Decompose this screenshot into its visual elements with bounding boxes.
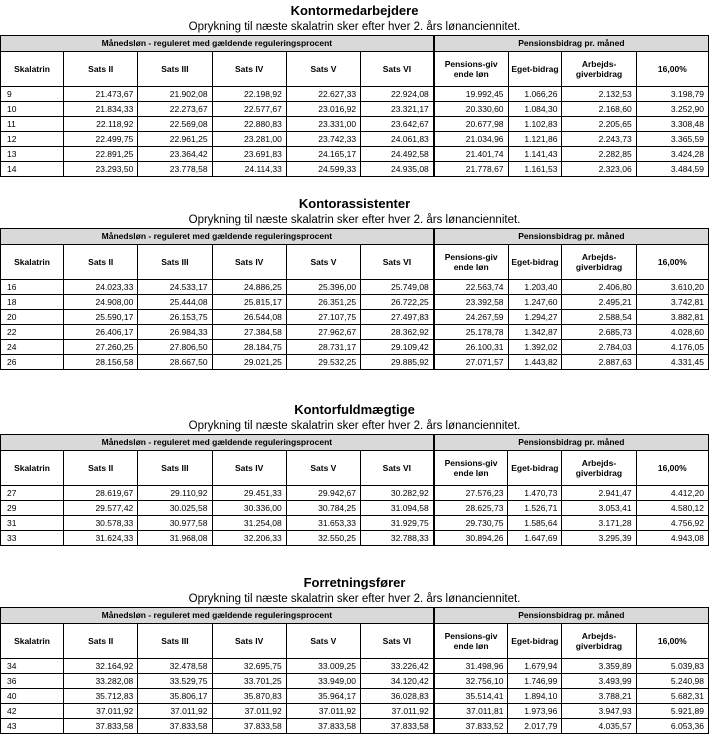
table-cell: 4.756,92 (636, 516, 708, 531)
table-cell: 26.406,17 (64, 325, 138, 340)
table-cell: 1.121,86 (508, 132, 562, 147)
table-cell: 30.894,26 (434, 531, 508, 546)
table-cell: 28.731,17 (286, 340, 360, 355)
table-cell: 9 (1, 87, 64, 102)
table-cell: 29.942,67 (286, 486, 360, 501)
table-cell: 23.392,58 (434, 295, 508, 310)
table-cell: 37.833,58 (286, 719, 360, 734)
table-row (1, 132, 709, 147)
column-header: Sats IV (212, 624, 286, 659)
table-cell: 27.107,75 (286, 310, 360, 325)
table-cell: 24.023,33 (64, 280, 138, 295)
table-cell: 27 (1, 486, 64, 501)
table-cell: 24.114,33 (212, 162, 286, 177)
table-cell: 27.806,50 (138, 340, 212, 355)
table-cell: 12 (1, 132, 64, 147)
table-cell: 23.331,00 (286, 117, 360, 132)
table-cell: 24.267,59 (434, 310, 508, 325)
table-cell: 32.206,33 (212, 531, 286, 546)
table-cell: 37.011,92 (138, 704, 212, 719)
table-cell: 25.815,17 (212, 295, 286, 310)
table-cell: 36 (1, 674, 64, 689)
section-title: Forretningsfører (303, 575, 406, 590)
table-cell: 21.902,08 (138, 87, 212, 102)
pension-group-header: Pensionsbidrag pr. måned (434, 435, 709, 451)
table-cell: 21.473,67 (64, 87, 138, 102)
table-cell: 3.493,99 (562, 674, 636, 689)
table-cell: 28.667,50 (138, 355, 212, 370)
table-cell: 20.330,60 (434, 102, 508, 117)
table-cell: 37.011,92 (360, 704, 433, 719)
table-cell: 1.392,02 (508, 340, 562, 355)
table-cell: 26.100,31 (434, 340, 508, 355)
table-cell: 35.870,83 (212, 689, 286, 704)
table-cell: 2.323,06 (562, 162, 636, 177)
column-header: Sats VI (361, 52, 434, 87)
table-row (1, 87, 709, 102)
table-cell: 2.784,03 (562, 340, 636, 355)
column-header: Sats V (286, 451, 360, 486)
table-cell: 34 (1, 659, 64, 674)
section-subtitle: Oprykning til næste skalatrin sker efter hver 2. års lønanciennitet. (1, 212, 709, 229)
table-cell: 28.625,73 (434, 501, 508, 516)
table-cell: 20.677,98 (434, 117, 508, 132)
table-row (1, 355, 709, 370)
column-header: Sats III (138, 52, 212, 87)
table-cell: 1.679,94 (508, 659, 562, 674)
section-title: Kontormedarbejdere (290, 3, 419, 18)
table-cell: 1.585,64 (508, 516, 562, 531)
table-cell: 4.035,57 (562, 719, 636, 734)
table-cell: 4.331,45 (636, 355, 708, 370)
table-cell: 2.685,73 (562, 325, 636, 340)
table-cell: 2.017,79 (508, 719, 562, 734)
column-header: Arbejds-giverbidrag (562, 245, 636, 280)
table-cell: 3.610,20 (636, 280, 708, 295)
column-header: Sats II (64, 624, 138, 659)
table-cell: 31.254,08 (212, 516, 286, 531)
table-cell: 23.778,58 (138, 162, 212, 177)
table-cell: 26.153,75 (138, 310, 212, 325)
table-cell: 1.894,10 (508, 689, 562, 704)
column-header: Sats III (138, 245, 212, 280)
pension-group-header: Pensionsbidrag pr. måned (434, 36, 709, 52)
table-cell: 1.342,87 (508, 325, 562, 340)
table-cell: 28.184,75 (212, 340, 286, 355)
table-cell: 2.243,73 (562, 132, 636, 147)
table-cell: 22.569,08 (138, 117, 212, 132)
table-cell: 4.943,08 (636, 531, 708, 546)
table-cell: 31.929,75 (360, 516, 433, 531)
table-cell: 29.021,25 (212, 355, 286, 370)
table-cell: 22.563,74 (434, 280, 508, 295)
table-cell: 29.885,92 (361, 355, 434, 370)
column-header: Eget-bidrag (508, 52, 562, 87)
table-cell: 35.964,17 (286, 689, 360, 704)
table-cell: 25.590,17 (64, 310, 138, 325)
column-header: Sats IV (212, 245, 286, 280)
column-header: 16,00% (636, 52, 708, 87)
salary-table (0, 401, 709, 546)
table-row (1, 501, 709, 516)
table-cell: 33 (1, 531, 64, 546)
column-header: Sats II (64, 451, 138, 486)
table-cell: 3.947,93 (562, 704, 636, 719)
table-cell: 4.412,20 (636, 486, 708, 501)
table-cell: 31 (1, 516, 64, 531)
column-header: Eget-bidrag (508, 245, 562, 280)
table-cell: 33.949,00 (286, 674, 360, 689)
table-cell: 1.746,99 (508, 674, 562, 689)
table-cell: 22.924,08 (361, 87, 434, 102)
table-row (1, 117, 709, 132)
table-cell: 30.578,33 (64, 516, 138, 531)
table-cell: 5.682,31 (636, 689, 708, 704)
table-cell: 27.497,83 (361, 310, 434, 325)
table-cell: 37.833,58 (64, 719, 138, 734)
table-cell: 22.499,75 (64, 132, 138, 147)
table-cell: 3.788,21 (562, 689, 636, 704)
table-cell: 22 (1, 325, 64, 340)
table-cell: 28.362,92 (361, 325, 434, 340)
table-cell: 37.833,58 (360, 719, 433, 734)
column-header: Sats II (64, 52, 138, 87)
table-cell: 5.921,89 (636, 704, 708, 719)
table-cell: 24 (1, 340, 64, 355)
table-cell: 2.132,53 (562, 87, 636, 102)
column-header: Sats V (286, 245, 360, 280)
table-cell: 2.205,65 (562, 117, 636, 132)
table-cell: 29.730,75 (434, 516, 508, 531)
table-cell: 29.451,33 (212, 486, 286, 501)
table-cell: 21.834,33 (64, 102, 138, 117)
table-cell: 2.588,54 (562, 310, 636, 325)
table-cell: 28.156,58 (64, 355, 138, 370)
table-cell: 37.011,92 (286, 704, 360, 719)
table-cell: 35.514,41 (434, 689, 508, 704)
table-cell: 2.887,63 (562, 355, 636, 370)
table-cell: 26.984,33 (138, 325, 212, 340)
table-cell: 43 (1, 719, 64, 734)
pension-group-header: Pensionsbidrag pr. måned (434, 608, 709, 624)
table-cell: 23.016,92 (286, 102, 360, 117)
table-cell: 42 (1, 704, 64, 719)
table-cell: 30.784,25 (286, 501, 360, 516)
salary-group-header: Månedsløn - reguleret med gældende reguleringsprocent (1, 435, 434, 451)
table-cell: 19.992,45 (434, 87, 508, 102)
table-cell: 1.102,83 (508, 117, 562, 132)
table-row (1, 689, 709, 704)
column-header: Sats IV (212, 451, 286, 486)
column-header: Skalatrin (1, 52, 64, 87)
table-cell: 30.336,00 (212, 501, 286, 516)
table-row (1, 719, 709, 734)
section-subtitle: Oprykning til næste skalatrin sker efter hver 2. års lønanciennitet. (1, 418, 709, 435)
table-cell: 22.891,25 (64, 147, 138, 162)
column-header: Sats VI (361, 245, 434, 280)
table-cell: 21.034,96 (434, 132, 508, 147)
table-cell: 1.084,30 (508, 102, 562, 117)
table-row (1, 147, 709, 162)
salary-section (0, 2, 709, 177)
table-cell: 2.406,80 (562, 280, 636, 295)
table-cell: 37.833,52 (434, 719, 508, 734)
table-cell: 30.282,92 (360, 486, 433, 501)
table-cell: 26.544,08 (212, 310, 286, 325)
table-row (1, 516, 709, 531)
column-header: Sats IV (212, 52, 286, 87)
column-header: Pensions-giv ende løn (434, 624, 508, 659)
table-cell: 1.161,53 (508, 162, 562, 177)
table-cell: 22.961,25 (138, 132, 212, 147)
table-cell: 24.886,25 (212, 280, 286, 295)
table-row (1, 162, 709, 177)
salary-section (0, 195, 709, 370)
table-cell: 24.061,83 (361, 132, 434, 147)
table-cell: 32.550,25 (286, 531, 360, 546)
table-cell: 4.580,12 (636, 501, 708, 516)
column-header: Arbejds-giverbidrag (562, 624, 636, 659)
table-cell: 1.294,27 (508, 310, 562, 325)
column-header: Pensions-giv ende løn (434, 451, 508, 486)
table-cell: 31.653,33 (286, 516, 360, 531)
column-header: Eget-bidrag (508, 451, 562, 486)
table-cell: 23.281,00 (212, 132, 286, 147)
column-header: Arbejds-giverbidrag (562, 52, 636, 87)
table-cell: 3.053,41 (562, 501, 636, 516)
table-cell: 33.282,08 (64, 674, 138, 689)
table-cell: 21.401,74 (434, 147, 508, 162)
table-cell: 3.882,81 (636, 310, 708, 325)
table-cell: 31.094,58 (360, 501, 433, 516)
table-row (1, 102, 709, 117)
salary-section (0, 574, 709, 734)
table-row (1, 280, 709, 295)
table-cell: 1.973,96 (508, 704, 562, 719)
table-cell: 26.722,25 (361, 295, 434, 310)
column-header: Skalatrin (1, 451, 64, 486)
table-cell: 4.028,60 (636, 325, 708, 340)
table-cell: 23.293,50 (64, 162, 138, 177)
table-cell: 37.833,58 (138, 719, 212, 734)
table-row (1, 486, 709, 501)
salary-group-header: Månedsløn - reguleret med gældende reguleringsprocent (1, 36, 434, 52)
column-header: Sats VI (360, 624, 433, 659)
table-cell: 26.351,25 (286, 295, 360, 310)
table-cell: 29 (1, 501, 64, 516)
table-cell: 22.880,83 (212, 117, 286, 132)
table-cell: 2.282,85 (562, 147, 636, 162)
salary-group-header: Månedsløn - reguleret med gældende reguleringsprocent (1, 608, 434, 624)
table-cell: 31.498,96 (434, 659, 508, 674)
column-header: Sats II (64, 245, 138, 280)
table-cell: 25.178,78 (434, 325, 508, 340)
table-cell: 1.203,40 (508, 280, 562, 295)
table-cell: 1.443,82 (508, 355, 562, 370)
table-cell: 1.141,43 (508, 147, 562, 162)
column-header: Eget-bidrag (508, 624, 562, 659)
table-cell: 6.053,36 (636, 719, 708, 734)
table-cell: 10 (1, 102, 64, 117)
table-cell: 25.444,08 (138, 295, 212, 310)
table-cell: 37.011,92 (64, 704, 138, 719)
table-cell: 3.308,48 (636, 117, 708, 132)
table-cell: 32.756,10 (434, 674, 508, 689)
table-cell: 31.624,33 (64, 531, 138, 546)
table-cell: 29.577,42 (64, 501, 138, 516)
column-header: Sats III (138, 451, 212, 486)
table-cell: 27.576,23 (434, 486, 508, 501)
table-cell: 32.788,33 (360, 531, 433, 546)
table-cell: 13 (1, 147, 64, 162)
table-cell: 36.028,83 (360, 689, 433, 704)
column-header: Sats V (286, 624, 360, 659)
table-cell: 1.526,71 (508, 501, 562, 516)
column-header: Skalatrin (1, 624, 64, 659)
table-cell: 22.577,67 (212, 102, 286, 117)
table-cell: 24.165,17 (286, 147, 360, 162)
table-cell: 3.742,81 (636, 295, 708, 310)
table-cell: 23.364,42 (138, 147, 212, 162)
table-cell: 33.226,42 (360, 659, 433, 674)
table-cell: 30.025,58 (138, 501, 212, 516)
table-cell: 33.009,25 (286, 659, 360, 674)
table-cell: 24.533,17 (138, 280, 212, 295)
column-header: Arbejds-giverbidrag (562, 451, 636, 486)
table-cell: 2.168,60 (562, 102, 636, 117)
table-cell: 40 (1, 689, 64, 704)
section-title: Kontorassistenter (298, 196, 411, 211)
table-cell: 25.396,00 (286, 280, 360, 295)
table-cell: 29.110,92 (138, 486, 212, 501)
table-cell: 24.908,00 (64, 295, 138, 310)
table-cell: 34.120,42 (360, 674, 433, 689)
section-subtitle: Oprykning til næste skalatrin sker efter hver 2. års lønanciennitet. (1, 19, 709, 36)
table-cell: 18 (1, 295, 64, 310)
column-header: Skalatrin (1, 245, 64, 280)
section-subtitle: Oprykning til næste skalatrin sker efter hver 2. års lønanciennitet. (1, 591, 709, 608)
table-cell: 24.935,08 (361, 162, 434, 177)
table-cell: 32.164,92 (64, 659, 138, 674)
table-cell: 22.118,92 (64, 117, 138, 132)
table-row (1, 531, 709, 546)
table-row (1, 340, 709, 355)
table-cell: 21.778,67 (434, 162, 508, 177)
table-cell: 3.424,28 (636, 147, 708, 162)
table-cell: 2.941,47 (562, 486, 636, 501)
column-header: 16,00% (636, 451, 708, 486)
salary-table (0, 2, 709, 177)
table-cell: 26 (1, 355, 64, 370)
table-row (1, 704, 709, 719)
table-cell: 35.712,83 (64, 689, 138, 704)
table-cell: 3.171,28 (562, 516, 636, 531)
table-row (1, 674, 709, 689)
table-cell: 11 (1, 117, 64, 132)
table-cell: 1.647,69 (508, 531, 562, 546)
table-cell: 3.365,59 (636, 132, 708, 147)
column-header: 16,00% (636, 245, 708, 280)
table-cell: 5.039,83 (636, 659, 708, 674)
table-cell: 20 (1, 310, 64, 325)
table-row (1, 310, 709, 325)
table-cell: 1.247,60 (508, 295, 562, 310)
column-header: Sats III (138, 624, 212, 659)
salary-table (0, 574, 709, 734)
table-cell: 23.742,33 (286, 132, 360, 147)
table-cell: 24.492,58 (361, 147, 434, 162)
table-cell: 22.198,92 (212, 87, 286, 102)
table-cell: 29.532,25 (286, 355, 360, 370)
table-cell: 33.529,75 (138, 674, 212, 689)
table-cell: 28.619,67 (64, 486, 138, 501)
column-header: Pensions-giv ende løn (434, 245, 508, 280)
table-row (1, 295, 709, 310)
table-cell: 30.977,58 (138, 516, 212, 531)
table-row (1, 325, 709, 340)
table-cell: 5.240,98 (636, 674, 708, 689)
table-row (1, 659, 709, 674)
table-cell: 27.071,57 (434, 355, 508, 370)
table-cell: 1.470,73 (508, 486, 562, 501)
salary-table (0, 195, 709, 370)
table-cell: 27.260,25 (64, 340, 138, 355)
table-cell: 35.806,17 (138, 689, 212, 704)
table-cell: 32.478,58 (138, 659, 212, 674)
table-cell: 3.359,89 (562, 659, 636, 674)
table-cell: 22.273,67 (138, 102, 212, 117)
table-cell: 3.295,39 (562, 531, 636, 546)
table-cell: 3.198,79 (636, 87, 708, 102)
table-cell: 16 (1, 280, 64, 295)
table-cell: 31.968,08 (138, 531, 212, 546)
table-cell: 29.109,42 (361, 340, 434, 355)
salary-section (0, 401, 709, 546)
table-cell: 27.962,67 (286, 325, 360, 340)
section-title: Kontorfuldmægtige (294, 402, 415, 417)
column-header: Pensions-giv ende løn (434, 52, 508, 87)
column-header: 16,00% (636, 624, 708, 659)
table-cell: 37.011,81 (434, 704, 508, 719)
table-cell: 37.011,92 (212, 704, 286, 719)
table-cell: 22.627,33 (286, 87, 360, 102)
table-cell: 32.695,75 (212, 659, 286, 674)
table-cell: 23.321,17 (361, 102, 434, 117)
table-cell: 14 (1, 162, 64, 177)
pension-group-header: Pensionsbidrag pr. måned (434, 229, 709, 245)
table-cell: 27.384,58 (212, 325, 286, 340)
column-header: Sats VI (360, 451, 433, 486)
column-header: Sats V (286, 52, 360, 87)
table-cell: 2.495,21 (562, 295, 636, 310)
table-cell: 33.701,25 (212, 674, 286, 689)
table-cell: 23.642,67 (361, 117, 434, 132)
table-cell: 1.066,26 (508, 87, 562, 102)
table-cell: 23.691,83 (212, 147, 286, 162)
table-cell: 25.749,08 (361, 280, 434, 295)
table-cell: 3.252,90 (636, 102, 708, 117)
table-cell: 37.833,58 (212, 719, 286, 734)
salary-group-header: Månedsløn - reguleret med gældende reguleringsprocent (1, 229, 434, 245)
table-cell: 24.599,33 (286, 162, 360, 177)
table-cell: 3.484,59 (636, 162, 708, 177)
table-cell: 4.176,05 (636, 340, 708, 355)
